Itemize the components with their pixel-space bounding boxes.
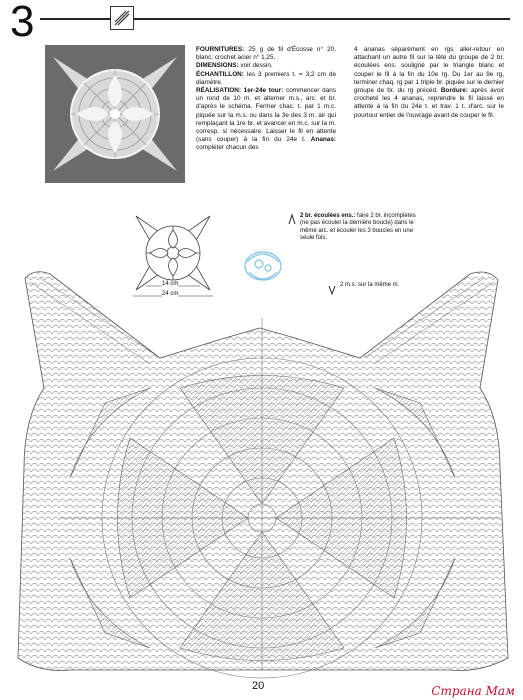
dimensions-heading: DIMENSIONS: — [196, 62, 239, 70]
ananas-text: compléter chacun des — [196, 144, 259, 152]
pattern-number: 3 — [10, 0, 35, 46]
outer-dimension-label: 24 cm — [162, 291, 179, 297]
echantillon-text: les 3 premiers t. = 3,2 cm de diamètre. — [196, 70, 336, 86]
instructions-column — [354, 46, 504, 120]
echantillon-heading: ÉCHANTILLON: — [196, 70, 244, 78]
page-number: 20 — [252, 680, 265, 692]
watermark-text: Страна Мам — [431, 684, 515, 698]
watermark — [431, 684, 515, 698]
doily-photo — [45, 45, 185, 183]
scissors-icon — [110, 6, 134, 30]
fournitures-heading: FOURNITURES: — [196, 46, 245, 53]
legend-item-decrease — [300, 213, 420, 243]
realisation-heading: RÉALISATION: 1er-24e tour: — [196, 87, 284, 95]
bordure-heading: Bordure: — [440, 87, 468, 95]
ananas-continued-text: 4 ananas séparément en rgs aller-retour en attachant un autre fil sur la tête du groupe de 2 br. écoulées ens. souligné par le triangle blanc et couper le fil à la fin du 10e rg. Du 1er au 9e rg, terminer chaq. rg par 1 triple br. piquée sur le dernier groupe de br. du rg précéd. — [354, 46, 504, 95]
crochet-chart — [10, 268, 515, 680]
realisation-text: commencer dans un rond de 10 m. et alterner m.s., arc. et br. d'après le schéma. Fermer chac. t. par 1 m.c. piquée sur la m.s. ou dans la 3e des 3 m. air qui remplaçant la 1re br. et avancer en m.c. sur la m. corresp. si nécessaire. Laisser le fil en attente (sans couper) à la fin du 24e t. — [196, 87, 336, 144]
legend-item-decrease-text: faire 2 br. incomplètes (ne pas écouler la dernière boucle) dans le même arc. et écouler les 3 boucles en une seule fois. — [300, 213, 416, 242]
inner-dimension-label: 14 cm — [162, 281, 179, 287]
ananas-heading: Ananas: — [310, 136, 337, 144]
fournitures-text: 25 g de fil d'Écosse n° 20, blanc; crochet acier n° 1,25. — [196, 46, 337, 62]
bordure-text: après avoir crocheté les 4 ananas, reprendre le fil laissé en attente à la fin du 24e t. et trav. 1 t. d'arc. sur le pourtour entier de l'ouvrage avant de couper le fil. — [354, 87, 504, 119]
dimensions-text: voir dessin. — [240, 62, 273, 70]
materials-column — [196, 46, 336, 153]
legend-item-increase-text: 2 m.s. sur la même m. — [340, 282, 400, 288]
legend-item-decrease-heading: 2 br. écoulées ens.: — [300, 213, 356, 219]
